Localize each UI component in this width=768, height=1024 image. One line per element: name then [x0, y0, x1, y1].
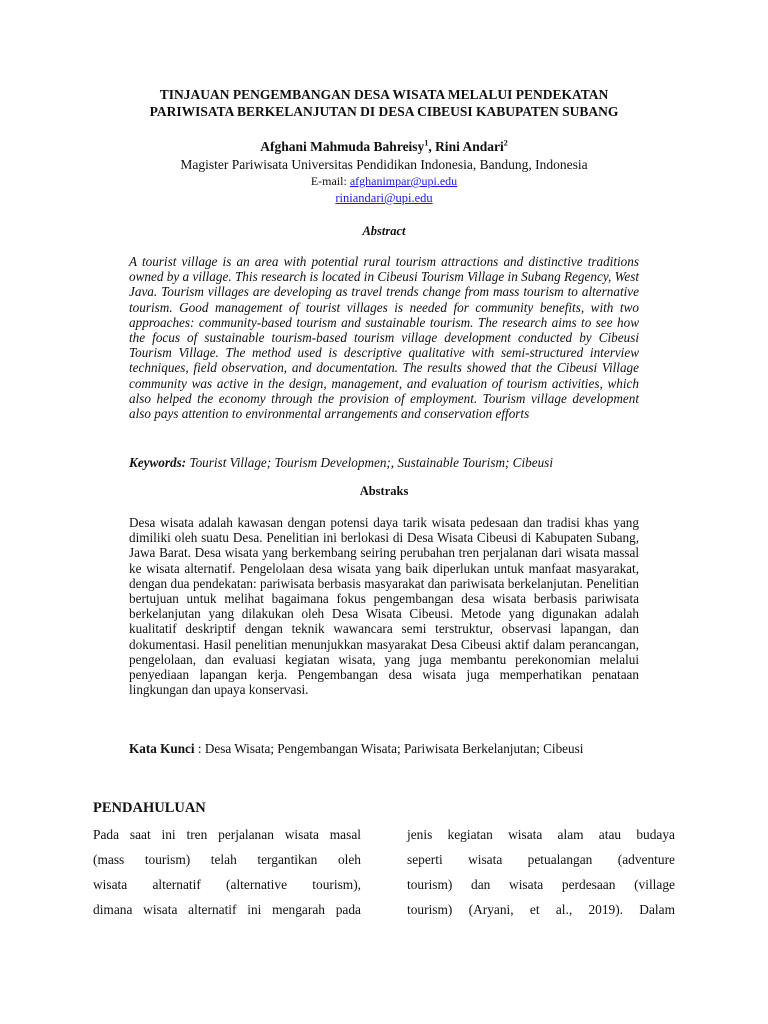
author-1-sup: 1	[424, 138, 429, 148]
body-column-left	[93, 822, 361, 922]
kata-kunci-label: Kata Kunci	[129, 741, 195, 756]
abstraks-heading: Abstraks	[359, 484, 409, 498]
abstract-text: A tourist village is an area with potential rural tourism attractions and distinctive traditions owned by a village. This research is located in Cibeusi Tourism Village in Subang Regency, West Java. Tourism villages are developing as travel trends change from mass tourism to alternative tourism. Good management of tourist villages is needed for community benefits, with two approaches: community-based tourism and sustainable tourism. The research aims to see how the focus of sustainable tourism-based tourism village development conducted by Cibeusi Tourism Village. The method used is descriptive qualitative with semi-structured interview techniques, field observation, and documentation. The results showed that the Cibeusi Village community was active in the design, management, and evaluation of tourism activities, which also helped the economy through the provision of employment. Tourism village development also pays attention to environmental arrangements and conservation efforts	[129, 254, 639, 422]
body-line: wisata alternatif (alternative tourism),	[93, 877, 361, 892]
body-line: tourism) dan wisata perdesaan (village	[407, 877, 675, 892]
body-line: seperti wisata petualangan (adventure	[407, 852, 675, 867]
kata-kunci	[129, 741, 689, 757]
keywords-label: Keywords:	[129, 455, 187, 470]
body-line: tourism) (Aryani, et al., 2019). Dalam	[407, 902, 675, 917]
title-line-1: TINJAUAN PENGEMBANGAN DESA WISATA MELALUI PENDEKATAN	[159, 87, 609, 102]
keywords	[129, 455, 639, 471]
email-label: E-mail:	[310, 174, 350, 188]
body-column-right	[407, 822, 675, 922]
kata-kunci-text: : Desa Wisata; Pengembangan Wisata; Pariwisata Berkelanjutan; Cibeusi	[194, 741, 584, 756]
email-line-2	[0, 190, 768, 207]
authors	[0, 138, 768, 156]
body-line: Pada saat ini tren perjalanan wisata masal	[93, 827, 361, 842]
body-line: jenis kegiatan wisata alam atau budaya	[407, 827, 675, 842]
abstract-heading: Abstract	[362, 224, 406, 238]
email-line	[0, 173, 768, 190]
abstraks-text: Desa wisata adalah kawasan dengan potensi daya tarik wisata pedesaan dan tradisi khas yang dimiliki oleh suatu Desa. Penelitian ini berlokasi di Desa Wisata Cibeusi di Kabupaten Subang, Jawa Barat. Desa wisata yang berkembang seiring perubahan tren perjalanan dari wisata massal ke wisata alternatif. Pengelolaan desa wisata yang baik diperlukan untuk manfaat masyarakat, dengan dua pendekatan: pariwisata berbasis masyarakat dan pariwisata berkelanjutan. Penelitian bertujuan untuk melihat bagaimana fokus pengembangan desa wisata berbasis pariwisata berkelanjutan yang dilakukan oleh Desa Wisata Cibeusi. Metode yang digunakan adalah kualitatif deskriptif dengan teknik wawancara semi terstruktur, observasi lapangan, dan dokumentasi. Hasil penelitian menunjukkan masyarakat Desa Cibeusi aktif dalam perancangan, pengelolaan, dan evaluasi kegiatan wisata, yang juga membantu perekonomian melalui penyediaan lapangan kerja. Pengembangan desa wisata juga memperhatikan penataan lingkungan dan upaya konservasi.	[129, 515, 639, 698]
author-2: Rini Andari	[435, 139, 504, 154]
author-1: Afghani Mahmuda Bahreisy	[260, 139, 425, 154]
email-link-1[interactable]: afghanimpar@upi.edu	[349, 174, 458, 188]
affiliation: Magister Pariwisata Universitas Pendidikan Indonesia, Bandung, Indonesia	[180, 157, 588, 172]
author-2-sup: 2	[503, 138, 508, 148]
body-line: (mass tourism) telah tergantikan oleh	[93, 852, 361, 867]
section-heading: PENDAHULUAN	[93, 800, 206, 816]
email-link-2[interactable]: riniandari@upi.edu	[335, 191, 433, 205]
title-line-2: PARIWISATA BERKELANJUTAN DI DESA CIBEUSI KABUPATEN SUBANG	[149, 104, 619, 119]
paper-title	[0, 86, 768, 120]
keywords-text: Tourist Village; Tourism Developmen;, Sustainable Tourism; Cibeusi	[186, 455, 553, 470]
author-separator: ,	[428, 139, 436, 154]
body-line: dimana wisata alternatif ini mengarah pada	[93, 902, 361, 917]
